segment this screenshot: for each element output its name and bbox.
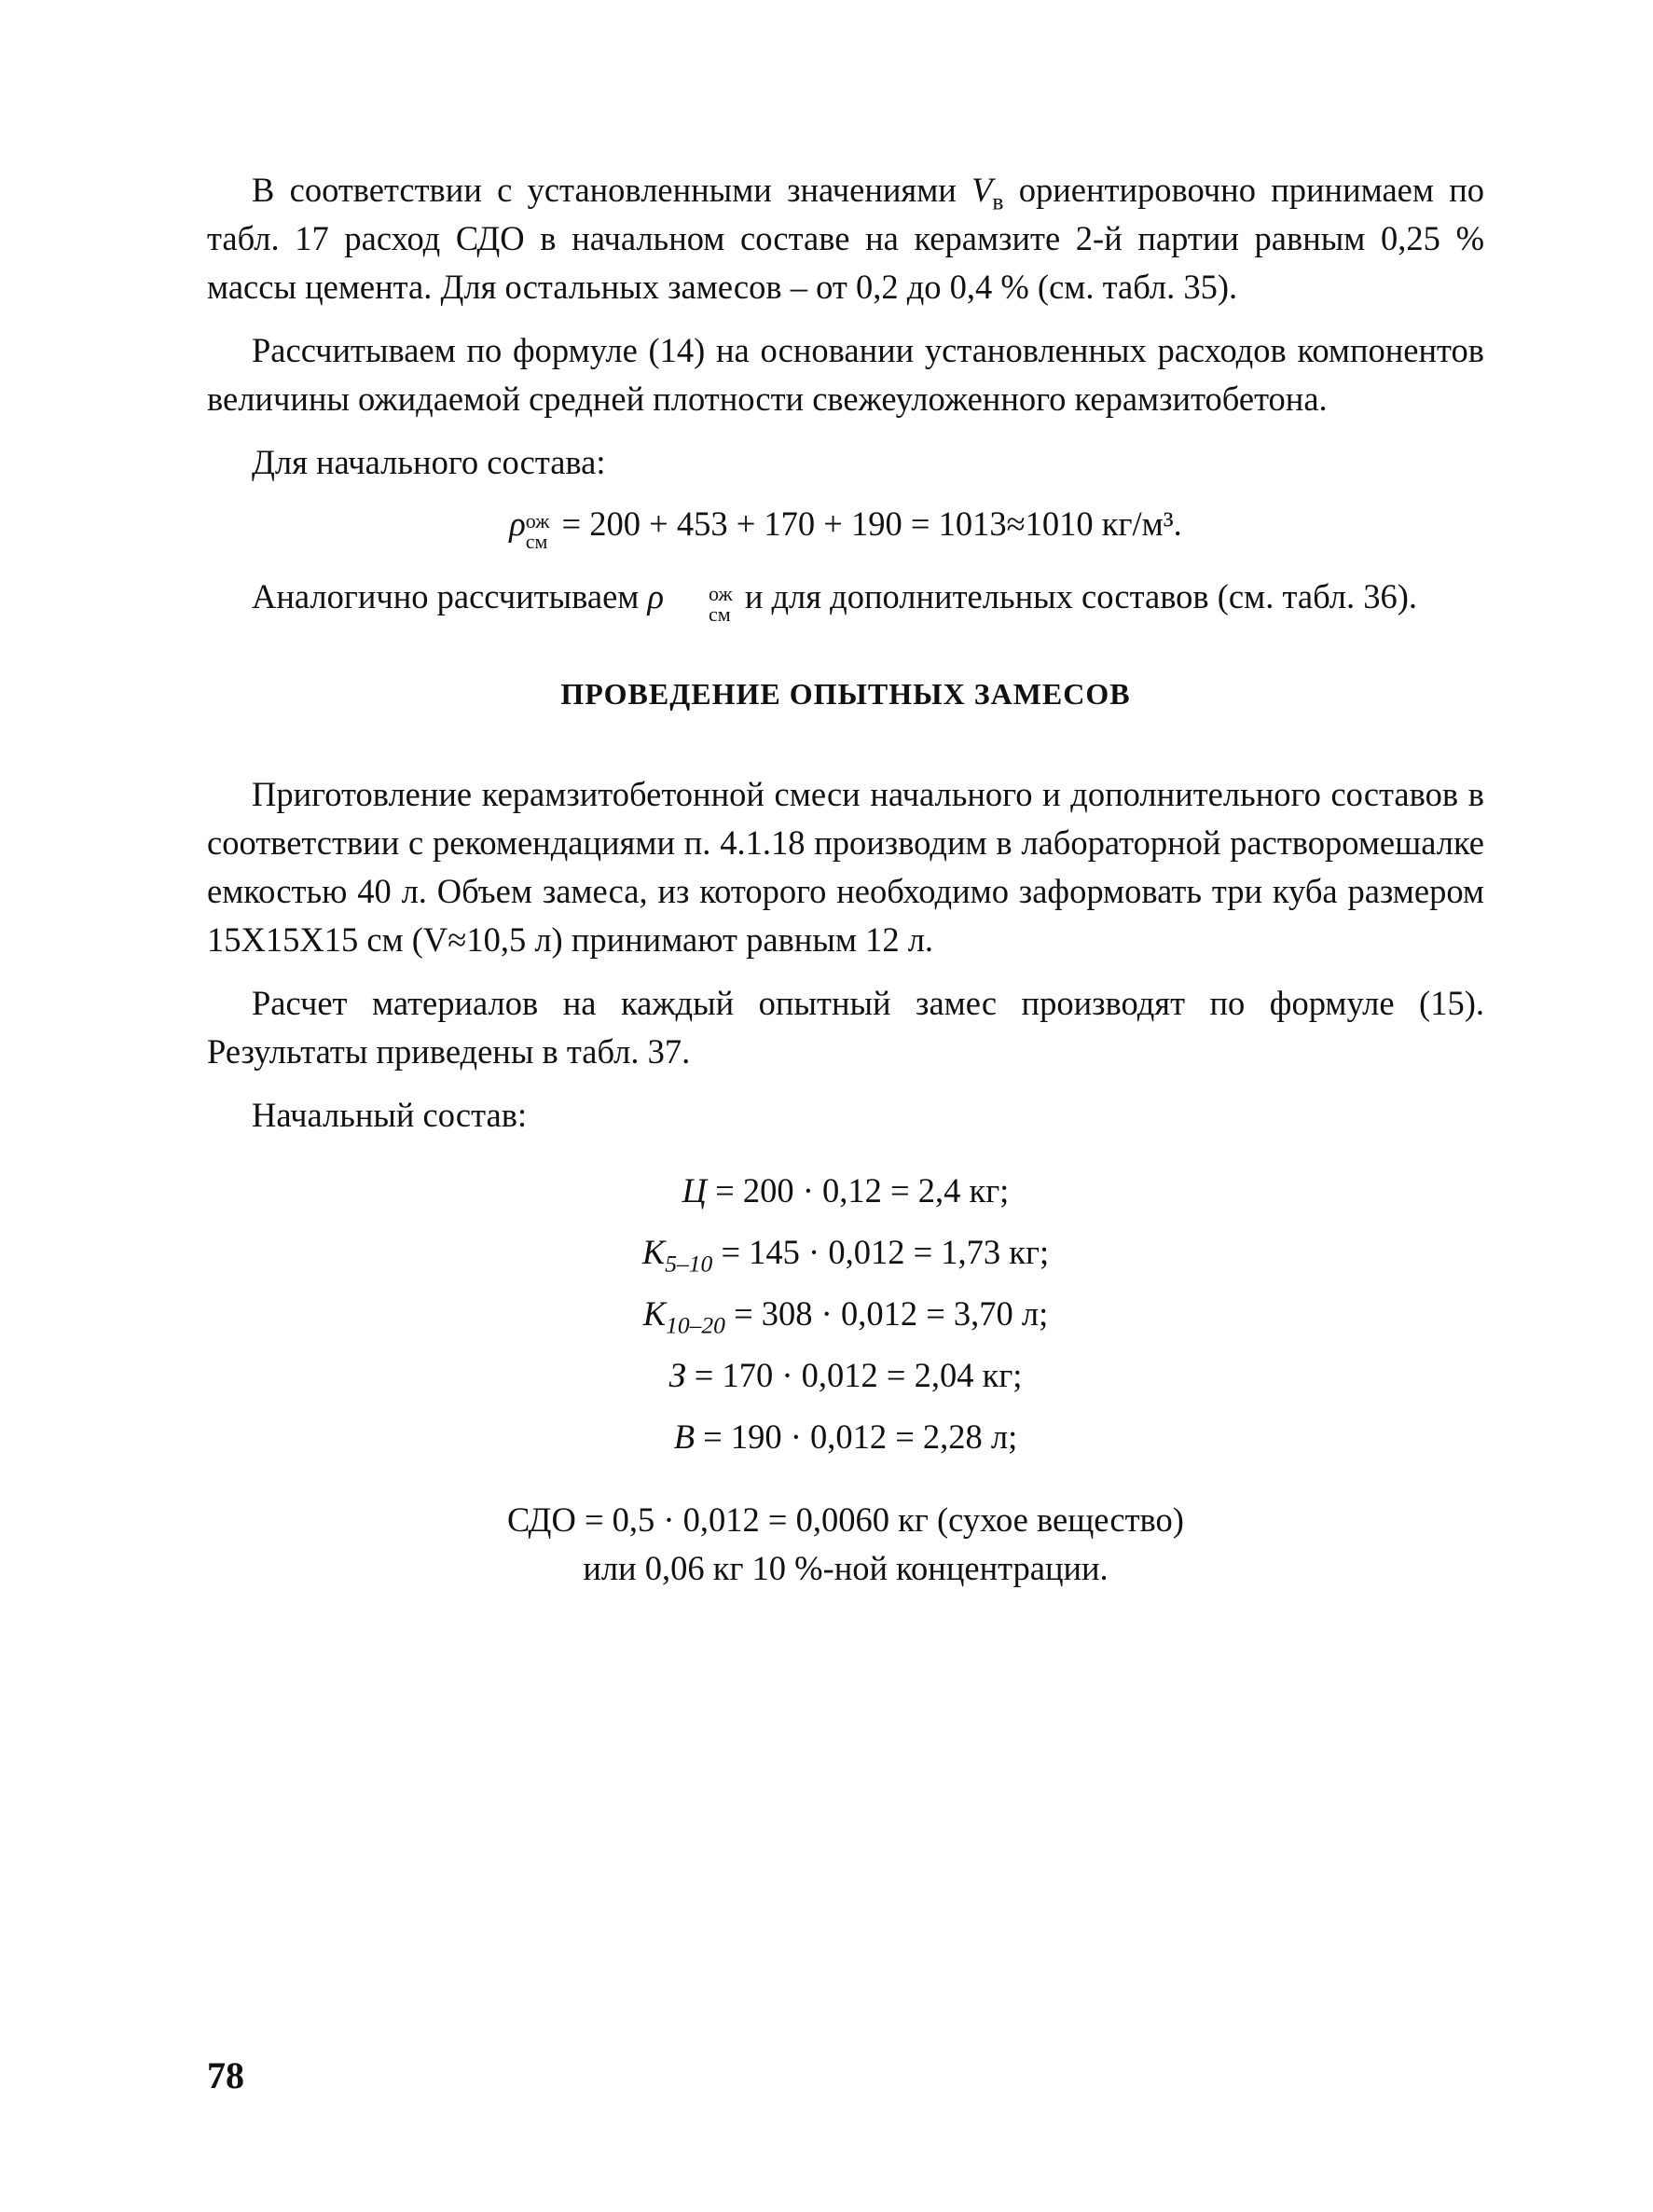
paragraph-preparation-start: Приготовление керамзитобетонной смеси начального и дополнительного составов в соответствии с рекомендациями п. 4.1.18 производим в лабораторной растворомешалке емкостью 40 л. Объем замеса, из которого необходимо заформовать три куба размером 15Х15Х15 см: [207, 775, 1484, 959]
equation-k10-20-lhs: K: [642, 1294, 667, 1333]
paragraph-initial-label: Для начального состава:: [252, 443, 606, 481]
equation-sand: [207, 1345, 1484, 1406]
var-v: V: [971, 171, 993, 209]
rho-sub: см: [525, 530, 548, 553]
equation-water-rhs: = 190 · 0,012 = 2,28 л;: [703, 1417, 1018, 1456]
paragraph-sdo-choice-rest: ориентировочно принимаем по табл. 17 расход СДО в начальном составе на керамзите 2-й партии равным 0,25 % массы цемента. Для остальных замесов – от 0,2 до 0,4 % (см. табл. 35).: [207, 171, 1485, 306]
paragraph-initial-composition: Начальный состав:: [252, 1096, 528, 1134]
paragraph-materials: Расчет материалов на каждый опытный замес производят по формуле (15). Результаты приведены в табл. 37.: [207, 984, 1484, 1071]
equation-cement-lhs: Ц: [682, 1171, 708, 1210]
rho-inline-sup: ож: [709, 582, 733, 605]
equation-sand-rhs: = 170 · 0,012 = 2,04 кг;: [694, 1356, 1023, 1394]
paragraph-analog-start: Аналогично рассчитываем: [252, 577, 640, 615]
equation-k10-20: [207, 1283, 1484, 1345]
paragraph-density-calc: Рассчитываем по формуле (14) на основании установленных расходов компонентов величины ожидаемой средней плотности свежеуложенного керамзитобетона.: [207, 331, 1484, 418]
paragraph-sdo-choice-start: В соответствии с установленными значениями: [252, 171, 957, 209]
equation-sand-lhs: З: [668, 1356, 686, 1394]
text-body: [207, 166, 1484, 1593]
formula-density-expr: = 200 + 453 + 170 + 190 = 1013≈1010 кг/м³.: [561, 505, 1182, 543]
equations-block: [207, 1160, 1484, 1468]
section-heading: ПРОВЕДЕНИЕ ОПЫТНЫХ ЗАМЕСОВ: [560, 677, 1131, 711]
paragraph-preparation-volume: (V≈10,5 л): [411, 920, 563, 959]
equation-k5-10: [207, 1222, 1484, 1283]
rho-inline-sub: см: [709, 602, 731, 626]
paragraph-preparation: [207, 770, 1484, 964]
equation-k10-20-rhs: = 308 · 0,012 = 3,70 л;: [734, 1294, 1049, 1333]
rho-indices: [526, 511, 550, 552]
sdo-concentration: или 0,06 кг 10 %-ной концентрации.: [583, 1549, 1109, 1587]
equation-k5-10-rhs: = 145 · 0,012 = 1,73 кг;: [721, 1233, 1050, 1271]
paragraph-analog: [207, 573, 1484, 625]
equation-k10-20-sub: 10–20: [666, 1311, 725, 1339]
paragraph-analog-rest: и для дополнительных составов (см. табл. 36).: [744, 577, 1417, 615]
rho-symbol: ρ: [509, 505, 526, 543]
equation-k5-10-lhs: K: [641, 1233, 666, 1271]
formula-density: [207, 500, 1484, 552]
equation-k5-10-sub: 5–10: [665, 1250, 713, 1278]
equation-water: [207, 1406, 1484, 1468]
equation-water-lhs: В: [673, 1417, 695, 1456]
rho-inline: ρ: [647, 577, 665, 615]
paragraph-preparation-rest: принимают равным 12 л.: [571, 920, 934, 959]
rho-sup: ож: [525, 509, 550, 532]
page-number: 78: [207, 2054, 244, 2096]
rho-inline-indices: [664, 584, 733, 625]
paragraph-sdo-choice: [207, 166, 1484, 311]
var-v-sub: в: [992, 187, 1004, 215]
equation-cement: [207, 1160, 1484, 1222]
sdo-equation: СДО = 0,5 · 0,012 = 0,0060 кг (сухое вещество): [507, 1500, 1184, 1539]
equation-cement-rhs: = 200 · 0,12 = 2,4 кг;: [715, 1171, 1010, 1210]
